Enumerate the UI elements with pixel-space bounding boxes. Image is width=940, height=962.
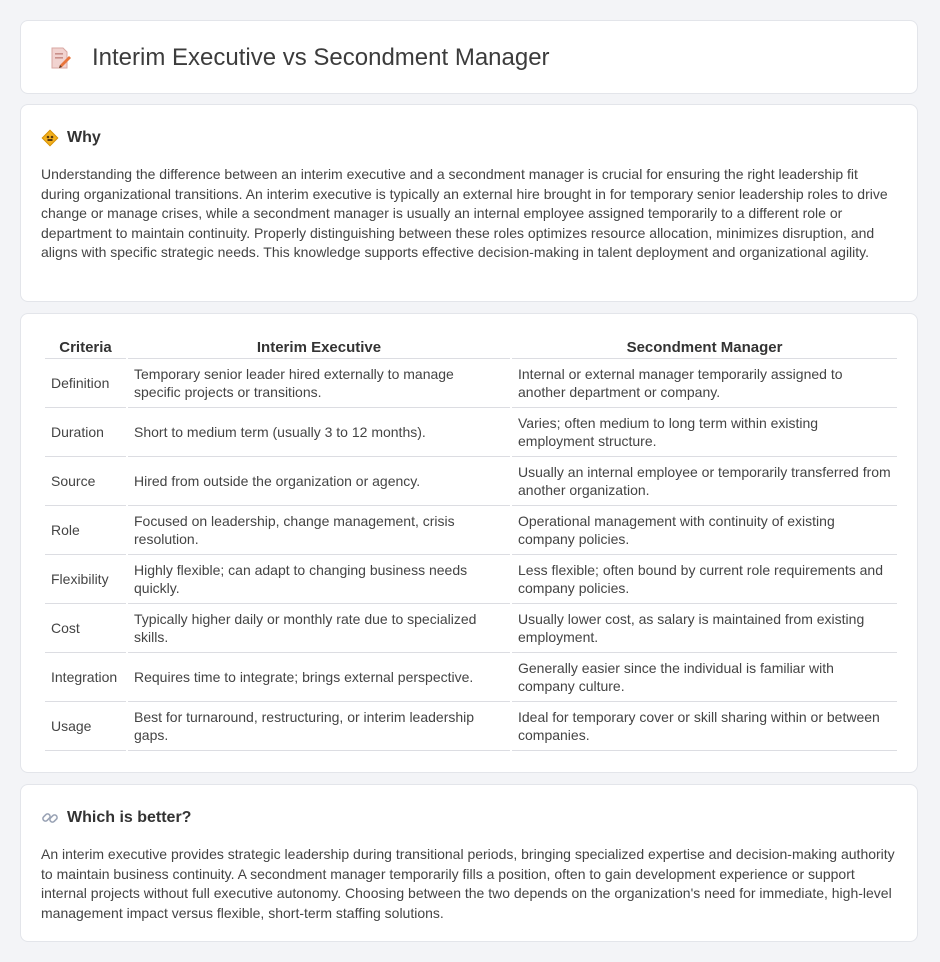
secondment-cell: Operational management with continuity of existing company policies. [512, 506, 897, 555]
table-header-row [45, 336, 897, 359]
why-text: Understanding the difference between an interim executive and a secondment manager is crucial for ensuring the right leadership fit during organizational transitions. An interim executive is typically an external hire brought in for temporary senior leadership roles to drive change or manage crises, while a secondment manager is usually an internal employee assigned temporarily to a different role or department to maintain continuity. Properly distinguishing between these roles optimizes resource allocation, minimizes disruption, and aligns with specific strategic needs. This knowledge supports effective decision-making in talent deployment and organizational agility. [41, 166, 888, 260]
document-edit-icon [48, 46, 72, 70]
interim-cell: Highly flexible; can adapt to changing business needs quickly. [128, 555, 510, 604]
interim-cell: Typically higher daily or monthly rate due to specialized skills. [128, 604, 510, 653]
better-title: Which is better? [67, 809, 192, 826]
comparison-table-card [20, 313, 918, 773]
secondment-cell: Usually lower cost, as salary is maintained from existing employment. [512, 604, 897, 653]
header-interim-executive: Interim Executive [128, 336, 510, 359]
why-section [20, 104, 918, 302]
table-row [45, 653, 897, 702]
interim-cell: Temporary senior leader hired externally to manage specific projects or transitions. [128, 359, 510, 408]
criteria-cell: Role [45, 506, 126, 555]
header-criteria: Criteria [45, 336, 126, 359]
secondment-cell: Internal or external manager temporarily assigned to another department or company. [512, 359, 897, 408]
table-row [45, 702, 897, 751]
interim-cell: Short to medium term (usually 3 to 12 months). [128, 408, 510, 457]
interim-cell: Hired from outside the organization or agency. [128, 457, 510, 506]
criteria-cell: Cost [45, 604, 126, 653]
criteria-cell: Integration [45, 653, 126, 702]
table-row [45, 359, 897, 408]
secondment-cell: Less flexible; often bound by current role requirements and company policies. [512, 555, 897, 604]
criteria-cell: Definition [45, 359, 126, 408]
secondment-cell: Generally easier since the individual is familiar with company culture. [512, 653, 897, 702]
table-row [45, 555, 897, 604]
table-row [45, 408, 897, 457]
table-row [45, 604, 897, 653]
secondment-cell: Varies; often medium to long term within existing employment structure. [512, 408, 897, 457]
criteria-cell: Duration [45, 408, 126, 457]
better-heading [41, 807, 191, 829]
secondment-cell: Ideal for temporary cover or skill sharing within or between companies. [512, 702, 897, 751]
link-icon [41, 809, 59, 827]
why-heading [41, 127, 101, 149]
comparison-table [43, 336, 899, 751]
table-row [45, 457, 897, 506]
criteria-cell: Source [45, 457, 126, 506]
which-is-better-section [20, 784, 918, 942]
criteria-cell: Flexibility [45, 555, 126, 604]
interim-cell: Best for turnaround, restructuring, or interim leadership gaps. [128, 702, 510, 751]
better-text: An interim executive provides strategic leadership during transitional periods, bringing specialized expertise and decision-making authority to maintain business continuity. A secondment manager temporarily fills a position, often to gain development experience or support internal projects without full executive autonomy. Choosing between the two depends on the organization's need for immediate, high-level management impact versus flexible, short-term staffing solutions. [41, 846, 895, 921]
criteria-cell: Usage [45, 702, 126, 751]
table-row [45, 506, 897, 555]
interim-cell: Focused on leadership, change management, crisis resolution. [128, 506, 510, 555]
page-title: Interim Executive vs Secondment Manager [92, 44, 550, 71]
interim-cell: Requires time to integrate; brings external perspective. [128, 653, 510, 702]
header-secondment-manager: Secondment Manager [512, 336, 897, 359]
header-card [20, 20, 918, 94]
secondment-cell: Usually an internal employee or temporarily transferred from another organization. [512, 457, 897, 506]
why-title: Why [67, 129, 101, 146]
road-sign-icon [41, 129, 59, 147]
